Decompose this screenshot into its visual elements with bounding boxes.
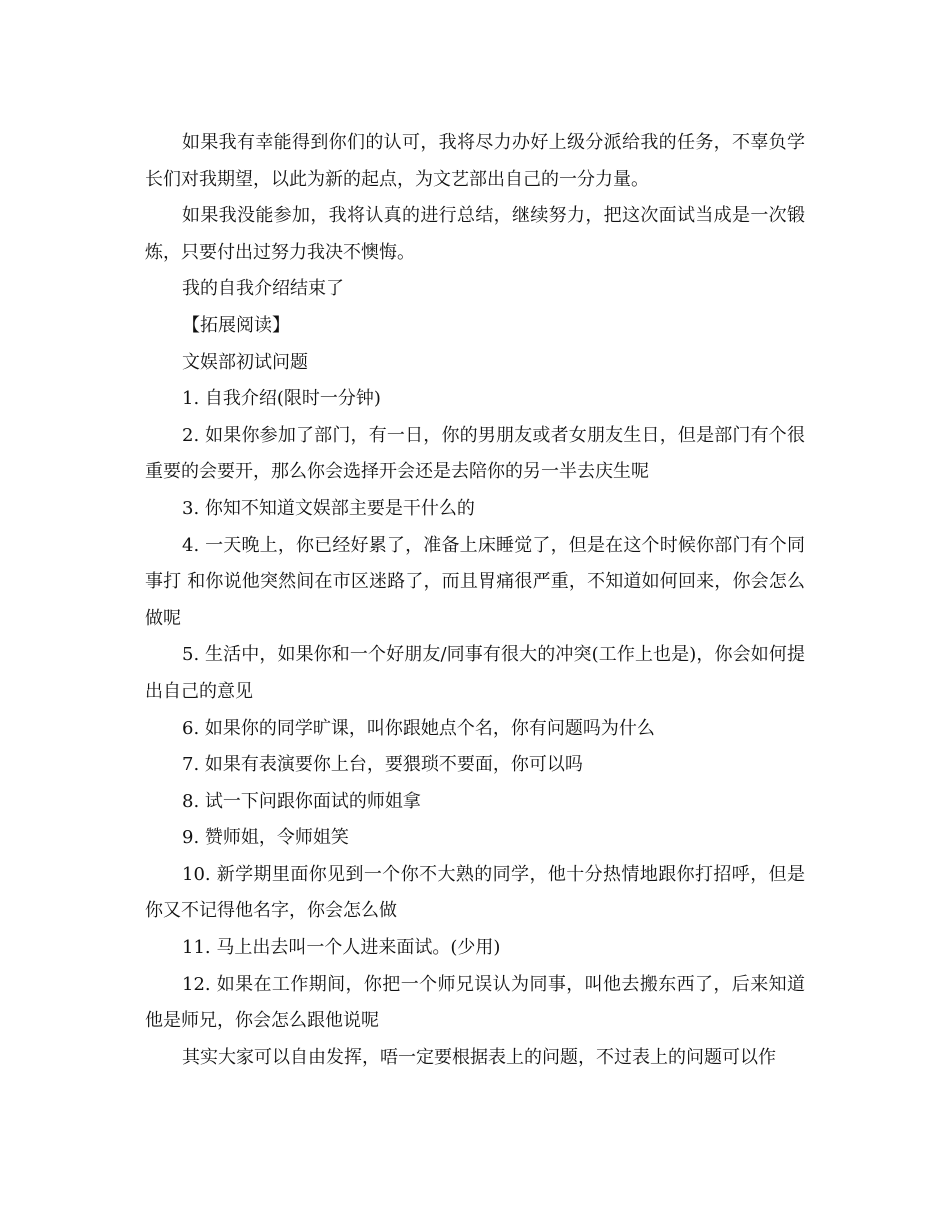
question-item-6: 6. 如果你的同学旷课，叫你跟她点个名，你有问题吗为什么 xyxy=(182,717,655,739)
section-title-interview-questions: 文娱部初试问题 xyxy=(182,351,308,373)
paragraph-if-not-selected: 如果我没能参加，我将认真的进行总结，继续努力，把这次面试当成是一次锻炼，只要付出过努力我决不懊悔。 xyxy=(145,205,805,263)
paragraph-closing-note: 其实大家可以自由发挥，唔一定要根据表上的问题，不过表上的问题可以作 xyxy=(182,1046,776,1068)
question-item-7: 7. 如果有表演要你上台，要猥琐不要面，你可以吗 xyxy=(182,754,583,776)
question-item-10: 10. 新学期里面你见到一个你不大熟的同学，他十分热情地跟你打招呼，但是你又不记得他名字，你会怎么做 xyxy=(145,863,805,922)
question-item-9: 9. 赞师姐，令师姐笑 xyxy=(182,827,349,849)
paragraph-closing-hope: 如果我有幸能得到你们的认可，我将尽力办好上级分派给我的任务，不辜负学长们对我期望，以此为新的起点，为文艺部出自己的一分力量。 xyxy=(145,132,805,190)
question-item-11: 11. 马上出去叫一个人进来面试。(少用) xyxy=(182,937,501,959)
extended-reading-heading: 【拓展阅读】 xyxy=(182,314,290,336)
question-item-2: 2. 如果你参加了部门，有一日，你的男朋友或者女朋友生日，但是部门有个很重要的会要开，那么你会选择开会还是去陪你的另一半去庆生呢 xyxy=(145,424,805,483)
question-item-5: 5. 生活中，如果你和一个好朋友/同事有很大的冲突(工作上也是)，你会如何提出自己的意见 xyxy=(145,644,805,702)
paragraph-intro-end: 我的自我介绍结束了 xyxy=(182,278,344,300)
question-item-4: 4. 一天晚上，你已经好累了，准备上床睡觉了，但是在这个时候你部门有个同事打 和你说他突然间在市区迷路了，而且胃痛很严重，不知道如何回来，你会怎么做呢 xyxy=(145,534,805,629)
question-item-1: 1. 自我介绍(限时一分钟) xyxy=(182,388,381,410)
document-body xyxy=(145,125,805,1076)
question-item-3: 3. 你知不知道文娱部主要是干什么的 xyxy=(182,497,475,519)
question-item-12: 12. 如果在工作期间，你把一个师兄误认为同事，叫他去搬东西了，后来知道他是师兄，你会怎么跟他说呢 xyxy=(145,973,805,1032)
question-item-8: 8. 试一下问跟你面试的师姐拿 xyxy=(182,790,421,812)
